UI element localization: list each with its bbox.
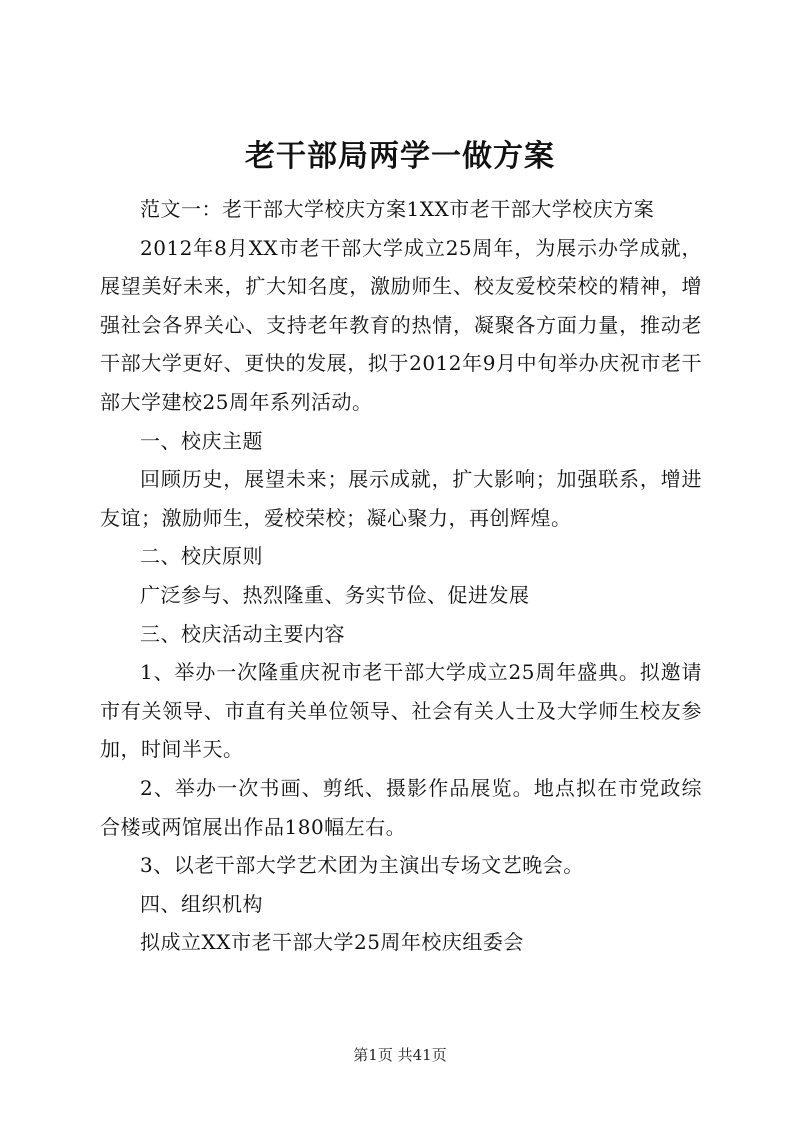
document-title: 老干部局两学一做方案 <box>245 139 555 174</box>
paragraph-activity-3: 3、以老干部大学艺术团为主演出专场文艺晚会。 <box>140 853 584 878</box>
section-heading-organization: 四、组织机构 <box>140 891 263 916</box>
paragraph-background: 2012年8月XX市老干部大学成立25周年，为展示办学成就，展望美好未来，扩大知名度，激励师生、校友爱校荣校的精神，增强社会各界关心、支持老年教育的热情，凝聚各方面力量，推动老干部大学更好、更快的发展，拟于2012年9月中旬举办庆祝市老干部大学建校25周年系列活动。 <box>100 235 702 414</box>
paragraph-activity-2: 2、举办一次书画、剪纸、摄影作品展览。地点拟在市党政综合楼或两馆展出作品180幅左右。 <box>100 775 702 839</box>
paragraph-principles: 广泛参与、热烈隆重、务实节俭、促进发展 <box>140 582 530 607</box>
paragraph-theme: 回顾历史，展望未来；展示成就，扩大影响；加强联系，增进友谊；激励师生，爱校荣校；凝心聚力，再创辉煌。 <box>100 467 702 530</box>
section-heading-activities: 三、校庆活动主要内容 <box>140 621 345 646</box>
page-number-footer: 第1页 共41页 <box>353 1046 447 1064</box>
paragraph-intro-heading: 范文一：老干部大学校庆方案1XX市老干部大学校庆方案 <box>140 197 655 221</box>
section-heading-theme: 一、校庆主题 <box>140 428 263 453</box>
paragraph-organization: 拟成立XX市老干部大学25周年校庆组委会 <box>140 930 524 955</box>
section-heading-principles: 二、校庆原则 <box>140 544 263 569</box>
document-body <box>100 190 702 962</box>
paragraph-activity-1: 1、举办一次隆重庆祝市老干部大学成立25周年盛典。拟邀请市有关领导、市直有关单位领导、社会有关人士及大学师生校友参加，时间半天。 <box>100 660 702 762</box>
